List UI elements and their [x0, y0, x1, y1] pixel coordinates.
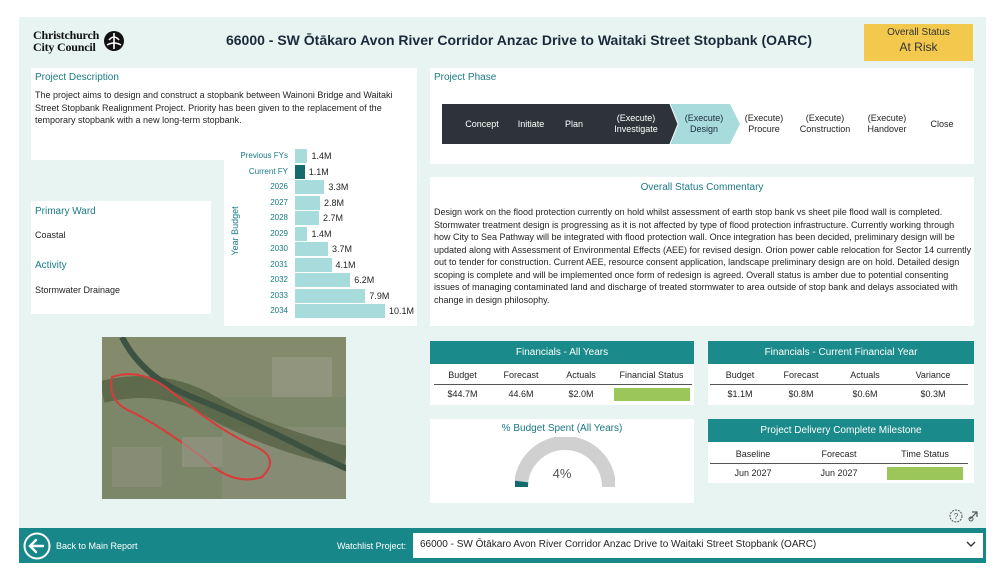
- ms-time-status: [882, 463, 968, 483]
- link-icon[interactable]: [967, 509, 981, 523]
- budget-bar[interactable]: [295, 196, 320, 210]
- fin-all-budget: $44.7M: [447, 389, 478, 400]
- project-phase-title: Project Phase: [434, 72, 497, 83]
- back-to-main-report-link[interactable]: Back to Main Report: [56, 541, 138, 551]
- phase-construction: (Execute) Construction: [799, 113, 851, 134]
- budget-spent-value: 4%: [552, 466, 572, 481]
- phase-procure: (Execute) Procure: [744, 113, 784, 134]
- overall-status-badge: [864, 24, 973, 61]
- budget-bar-value: 1.1M: [308, 166, 329, 177]
- phase-plan: Plan: [564, 118, 583, 129]
- primary-ward-title: Primary Ward: [35, 206, 96, 217]
- phase-concept: Concept: [465, 118, 499, 129]
- financial-status-indicator: [614, 388, 690, 401]
- col-actuals: Actuals: [551, 366, 611, 384]
- logo-line2: City Council: [33, 40, 96, 54]
- fin-all-actuals: $2.0M: [568, 389, 594, 400]
- budget-spent-title: % Budget Spent (All Years): [501, 423, 623, 434]
- budget-bar-row: [224, 196, 417, 210]
- svg-text:?: ?: [953, 512, 959, 521]
- budget-spent-card: [430, 419, 694, 503]
- activity-value: Stormwater Drainage: [35, 285, 121, 295]
- budget-bar[interactable]: [295, 242, 328, 256]
- budget-bar-label: 2032: [270, 275, 288, 284]
- col-cur-forecast: Forecast: [770, 366, 832, 384]
- financials-all-years-title: Financials - All Years: [430, 341, 694, 364]
- financials-current-fy-table: [710, 366, 968, 404]
- budget-bar-label: 2031: [270, 259, 288, 269]
- phase-handover: (Execute) Handover: [867, 113, 907, 134]
- budget-bar-label: Previous FYs: [240, 151, 288, 160]
- map-aerial-image: [102, 337, 346, 499]
- milestone-title: Project Delivery Complete Milestone: [708, 419, 974, 442]
- budget-bar-value: 4.1M: [335, 259, 356, 270]
- phase-initiate: Initiate: [517, 118, 545, 129]
- milestone-table: [710, 445, 968, 483]
- budget-bar-value: 6.2M: [354, 275, 375, 285]
- status-label: Overall Status: [887, 27, 950, 38]
- ccc-logo: [33, 29, 128, 55]
- status-commentary-card: [430, 177, 974, 326]
- phase-investigate: (Execute) Investigate: [614, 113, 658, 134]
- budget-bar-row: [224, 165, 417, 179]
- phase-steps: [442, 104, 962, 144]
- project-location-map[interactable]: [102, 337, 346, 499]
- financials-current-fy-card: [708, 341, 974, 405]
- budget-bar-label: 2029: [270, 228, 288, 238]
- col-budget: Budget: [434, 366, 491, 384]
- budget-bar[interactable]: [295, 180, 324, 194]
- fin-all-forecast: 44.6M: [508, 389, 534, 400]
- budget-bar-row: [224, 273, 417, 287]
- back-arrow-icon[interactable]: [23, 532, 51, 560]
- chart-ylabel: Year Budget: [230, 206, 240, 256]
- commentary-text: Design work on the flood protection currently on hold whilst assessment of earth stop bank vs sheet pile flood wall is completed. Stormwater treatment design is progressing as it is not affected by type of flood protection infrastructure. Currently working through how City to Sea Pathway will be integrated with flood protection wall. Once integration has been decided, preliminary design will be updated along with Assessment of Environmental Effects (AEE) for revised design. Orion power cable relocation for Sector 14 currently out to tender for construction. Current AEE, resource consent application, landscape preliminary design are on hold. Detailed design scoping is complete and will be implemented once form of redesign is agreed. Overall status is amber due to potential consenting issues of managing contaminated land and discharge of treated stormwater to area outside of stop bank and delays associated with change in design philosophy.: [434, 207, 972, 305]
- report-canvas: [19, 17, 986, 563]
- budget-bar[interactable]: [295, 227, 307, 241]
- budget-bar[interactable]: [295, 211, 319, 225]
- col-baseline: Baseline: [710, 445, 796, 463]
- fin-cur-variance: $0.3M: [920, 389, 946, 400]
- project-description-text: The project aims to design and construct a stopbank between Wainoni Bridge and Waitaki Street Stopbank Realignment Project. Priority has been given to the replacement of the temporary stopbank with a new long-term stopbank.: [35, 90, 393, 125]
- fin-cur-forecast: $0.8M: [788, 389, 814, 400]
- budget-bar[interactable]: [295, 149, 307, 163]
- year-budget-chart: [224, 142, 417, 326]
- col-time-status: Time Status: [882, 445, 968, 463]
- budget-bar-label: 2034: [270, 306, 288, 315]
- col-cur-actuals: Actuals: [832, 366, 898, 384]
- fin-cur-actuals: $0.6M: [852, 389, 878, 400]
- budget-bar[interactable]: [295, 258, 332, 272]
- col-ms-forecast: Forecast: [796, 445, 882, 463]
- budget-bar-value: 3.3M: [328, 182, 349, 192]
- fin-all-status: [611, 384, 692, 404]
- col-cur-variance: Variance: [898, 366, 968, 384]
- budget-bars: [224, 149, 417, 319]
- col-cur-budget: Budget: [710, 366, 770, 384]
- budget-bar-label: Current FY: [248, 166, 288, 176]
- phase-design: (Execute) Design: [684, 113, 724, 134]
- budget-bar-label: 2027: [270, 197, 288, 207]
- budget-bar-row: [224, 211, 417, 225]
- budget-bar-row: [224, 149, 417, 163]
- project-phase-card: [430, 68, 974, 164]
- budget-bar-row: [224, 289, 417, 303]
- budget-bar[interactable]: [295, 304, 385, 318]
- budget-bar-label: 2026: [270, 182, 288, 191]
- status-value: At Risk: [899, 40, 938, 54]
- primary-ward-value: Coastal: [35, 230, 66, 240]
- budget-bar-label: 2033: [270, 290, 288, 300]
- budget-bar-value: 2.7M: [323, 213, 344, 223]
- financials-current-fy-title: Financials - Current Financial Year: [708, 341, 974, 364]
- page-title: 66000 - SW Ōtākaro Avon River Corridor Anzac Drive to Waitaki Street Stopbank (OARC): [225, 32, 813, 48]
- budget-bar-label: 2028: [270, 213, 288, 222]
- time-status-indicator: [887, 467, 963, 480]
- col-forecast: Forecast: [491, 366, 551, 384]
- financials-all-years-table: [434, 366, 692, 404]
- budget-bar-label: 2030: [270, 244, 288, 253]
- watchlist-project-select[interactable]: [413, 533, 983, 558]
- watchlist-label: Watchlist Project:: [337, 541, 407, 551]
- chevron-down-icon[interactable]: [965, 538, 977, 550]
- budget-bar[interactable]: [295, 165, 305, 179]
- budget-bar-value: 1.4M: [311, 228, 332, 239]
- ward-card: [31, 201, 211, 314]
- watchlist-selected-value: 66000 - SW Ōtākaro Avon River Corridor Anzac Drive to Waitaki Street Stopbank (OARC): [420, 539, 817, 550]
- budget-bar-value: 3.7M: [331, 244, 352, 254]
- budget-bar-row: [224, 227, 417, 241]
- budget-bar-row: [224, 258, 417, 272]
- budget-bar-value: 7.9M: [369, 290, 390, 301]
- milestone-card: [708, 419, 974, 483]
- logo-emblem-icon: [103, 30, 125, 52]
- footer-bar: [19, 528, 986, 563]
- commentary-title: Overall Status Commentary: [640, 182, 764, 193]
- project-description-title: Project Description: [35, 72, 119, 83]
- budget-bar-row: [224, 242, 417, 256]
- ms-forecast: Jun 2027: [820, 468, 858, 479]
- budget-bar-value: 10.1M: [389, 306, 415, 316]
- help-icon[interactable]: [949, 509, 963, 523]
- financials-all-years-card: [430, 341, 694, 405]
- fin-cur-budget: $1.1M: [727, 389, 753, 400]
- budget-bar-value: 1.4M: [311, 151, 332, 161]
- ms-baseline: Jun 2027: [734, 468, 772, 479]
- budget-bar-row: [224, 180, 417, 194]
- budget-bar[interactable]: [295, 273, 350, 287]
- col-financial-status: Financial Status: [611, 366, 692, 384]
- budget-bar[interactable]: [295, 289, 365, 303]
- budget-bar-row: [224, 304, 417, 318]
- budget-bar-value: 2.8M: [323, 197, 344, 208]
- activity-title: Activity: [35, 260, 67, 271]
- phase-close: Close: [930, 118, 954, 129]
- logo-line1: Christchurch: [33, 28, 100, 42]
